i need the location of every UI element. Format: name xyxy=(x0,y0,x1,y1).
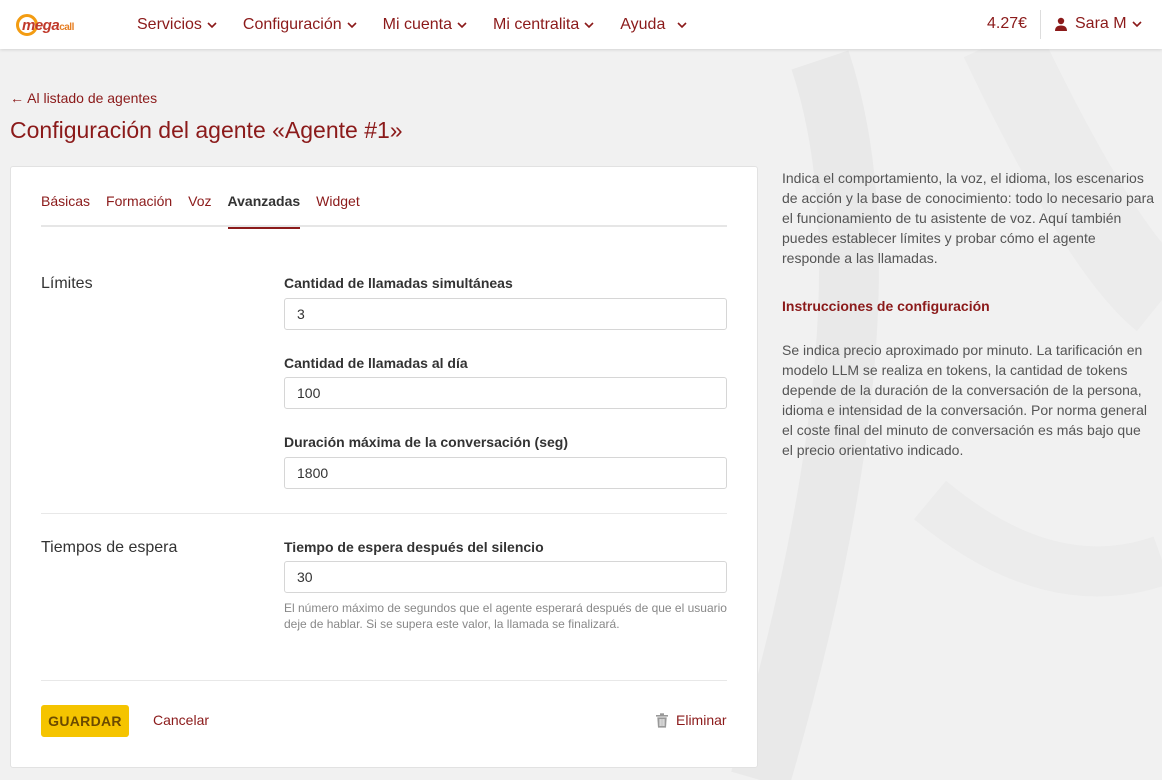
section-title-timeouts: Tiempos de espera xyxy=(41,539,178,556)
user-menu[interactable] xyxy=(1054,15,1142,33)
tab-widget[interactable]: Widget xyxy=(316,193,360,209)
tab-avanzadas[interactable]: Avanzadas xyxy=(228,187,301,227)
cancel-button[interactable]: Cancelar xyxy=(153,712,210,728)
help-sidebar xyxy=(782,168,1154,460)
megacall-logo[interactable] xyxy=(16,12,96,38)
header-divider xyxy=(1040,10,1041,39)
chevron-down-icon xyxy=(1132,19,1142,29)
delete-button[interactable] xyxy=(655,712,727,728)
settings-tabs xyxy=(41,187,727,227)
daily-calls-label: Cantidad de llamadas al día xyxy=(284,355,468,371)
max-duration-label: Duración máxima de la conversación (seg) xyxy=(284,434,568,450)
section-title-limits: Límites xyxy=(41,275,93,292)
chevron-down-icon xyxy=(207,20,217,30)
trash-icon xyxy=(655,713,669,728)
instructions-link[interactable]: Instrucciones de configuración xyxy=(782,298,990,314)
nav-mi-centralita[interactable] xyxy=(493,16,594,34)
main-nav xyxy=(137,0,713,49)
tab-formacion[interactable]: Formación xyxy=(106,193,173,209)
nav-label: Mi centralita xyxy=(493,15,580,33)
silence-timeout-input[interactable] xyxy=(284,561,727,593)
top-navigation-bar xyxy=(0,0,1162,49)
page-title: Configuración del agente «Agente #1» xyxy=(10,117,403,143)
account-balance[interactable]: 4.27€ xyxy=(987,15,1028,32)
sidebar-intro: Indica el comportamiento, la voz, el idioma, los escenarios de acción y la base de conocimiento: todo lo necesario para el funcionamiento de tu asistente de voz. Aquí también puedes establecer límites y probar cómo el agente responde a las llamadas. xyxy=(782,170,1155,266)
back-to-agents-link[interactable]: ← Al listado de agentes xyxy=(10,90,158,106)
tab-basicas[interactable]: Básicas xyxy=(41,193,91,209)
silence-timeout-label: Tiempo de espera después del silencio xyxy=(284,539,544,555)
nav-servicios[interactable] xyxy=(137,16,217,34)
agent-settings-card xyxy=(10,166,758,768)
user-icon xyxy=(1054,17,1068,31)
tab-voz[interactable]: Voz xyxy=(188,193,212,209)
logo-suffix: call xyxy=(59,21,74,33)
max-duration-input[interactable] xyxy=(284,457,727,489)
section-divider xyxy=(41,513,727,514)
nav-label: Ayuda xyxy=(620,15,666,33)
chevron-down-icon xyxy=(584,20,594,30)
nav-label: Mi cuenta xyxy=(382,15,453,33)
silence-timeout-hint: El número máximo de segundos que el agente esperará después de que el usuario deje de hablar. Si se supera este valor, la llamada se finalizará. xyxy=(284,601,727,631)
delete-label: Eliminar xyxy=(676,712,727,728)
simultaneous-calls-label: Cantidad de llamadas simultáneas xyxy=(284,275,513,291)
chevron-down-icon xyxy=(677,20,687,30)
nav-mi-cuenta[interactable] xyxy=(383,16,467,34)
chevron-down-icon xyxy=(347,20,357,30)
pricing-note: Se indica precio aproximado por minuto. La tarificación en modelo LLM se realiza en tokens, la cantidad de tokens depende de la duración de la conversación de la persona, idioma e intensidad de la conversación. Por norma general el coste final del minuto de conversación es más bajo que el precio orientativo indicado. xyxy=(782,342,1147,458)
user-name: Sara M xyxy=(1075,15,1127,32)
actions-divider xyxy=(41,680,727,681)
simultaneous-calls-input[interactable] xyxy=(284,298,727,330)
chevron-down-icon xyxy=(457,20,467,30)
daily-calls-input[interactable] xyxy=(284,377,727,409)
nav-label: Servicios xyxy=(137,15,202,33)
nav-label: Configuración xyxy=(242,15,342,33)
nav-ayuda[interactable] xyxy=(620,16,687,34)
logo-text: mega xyxy=(22,16,60,34)
nav-configuracion[interactable] xyxy=(243,16,357,34)
save-button[interactable]: GUARDAR xyxy=(41,705,129,737)
